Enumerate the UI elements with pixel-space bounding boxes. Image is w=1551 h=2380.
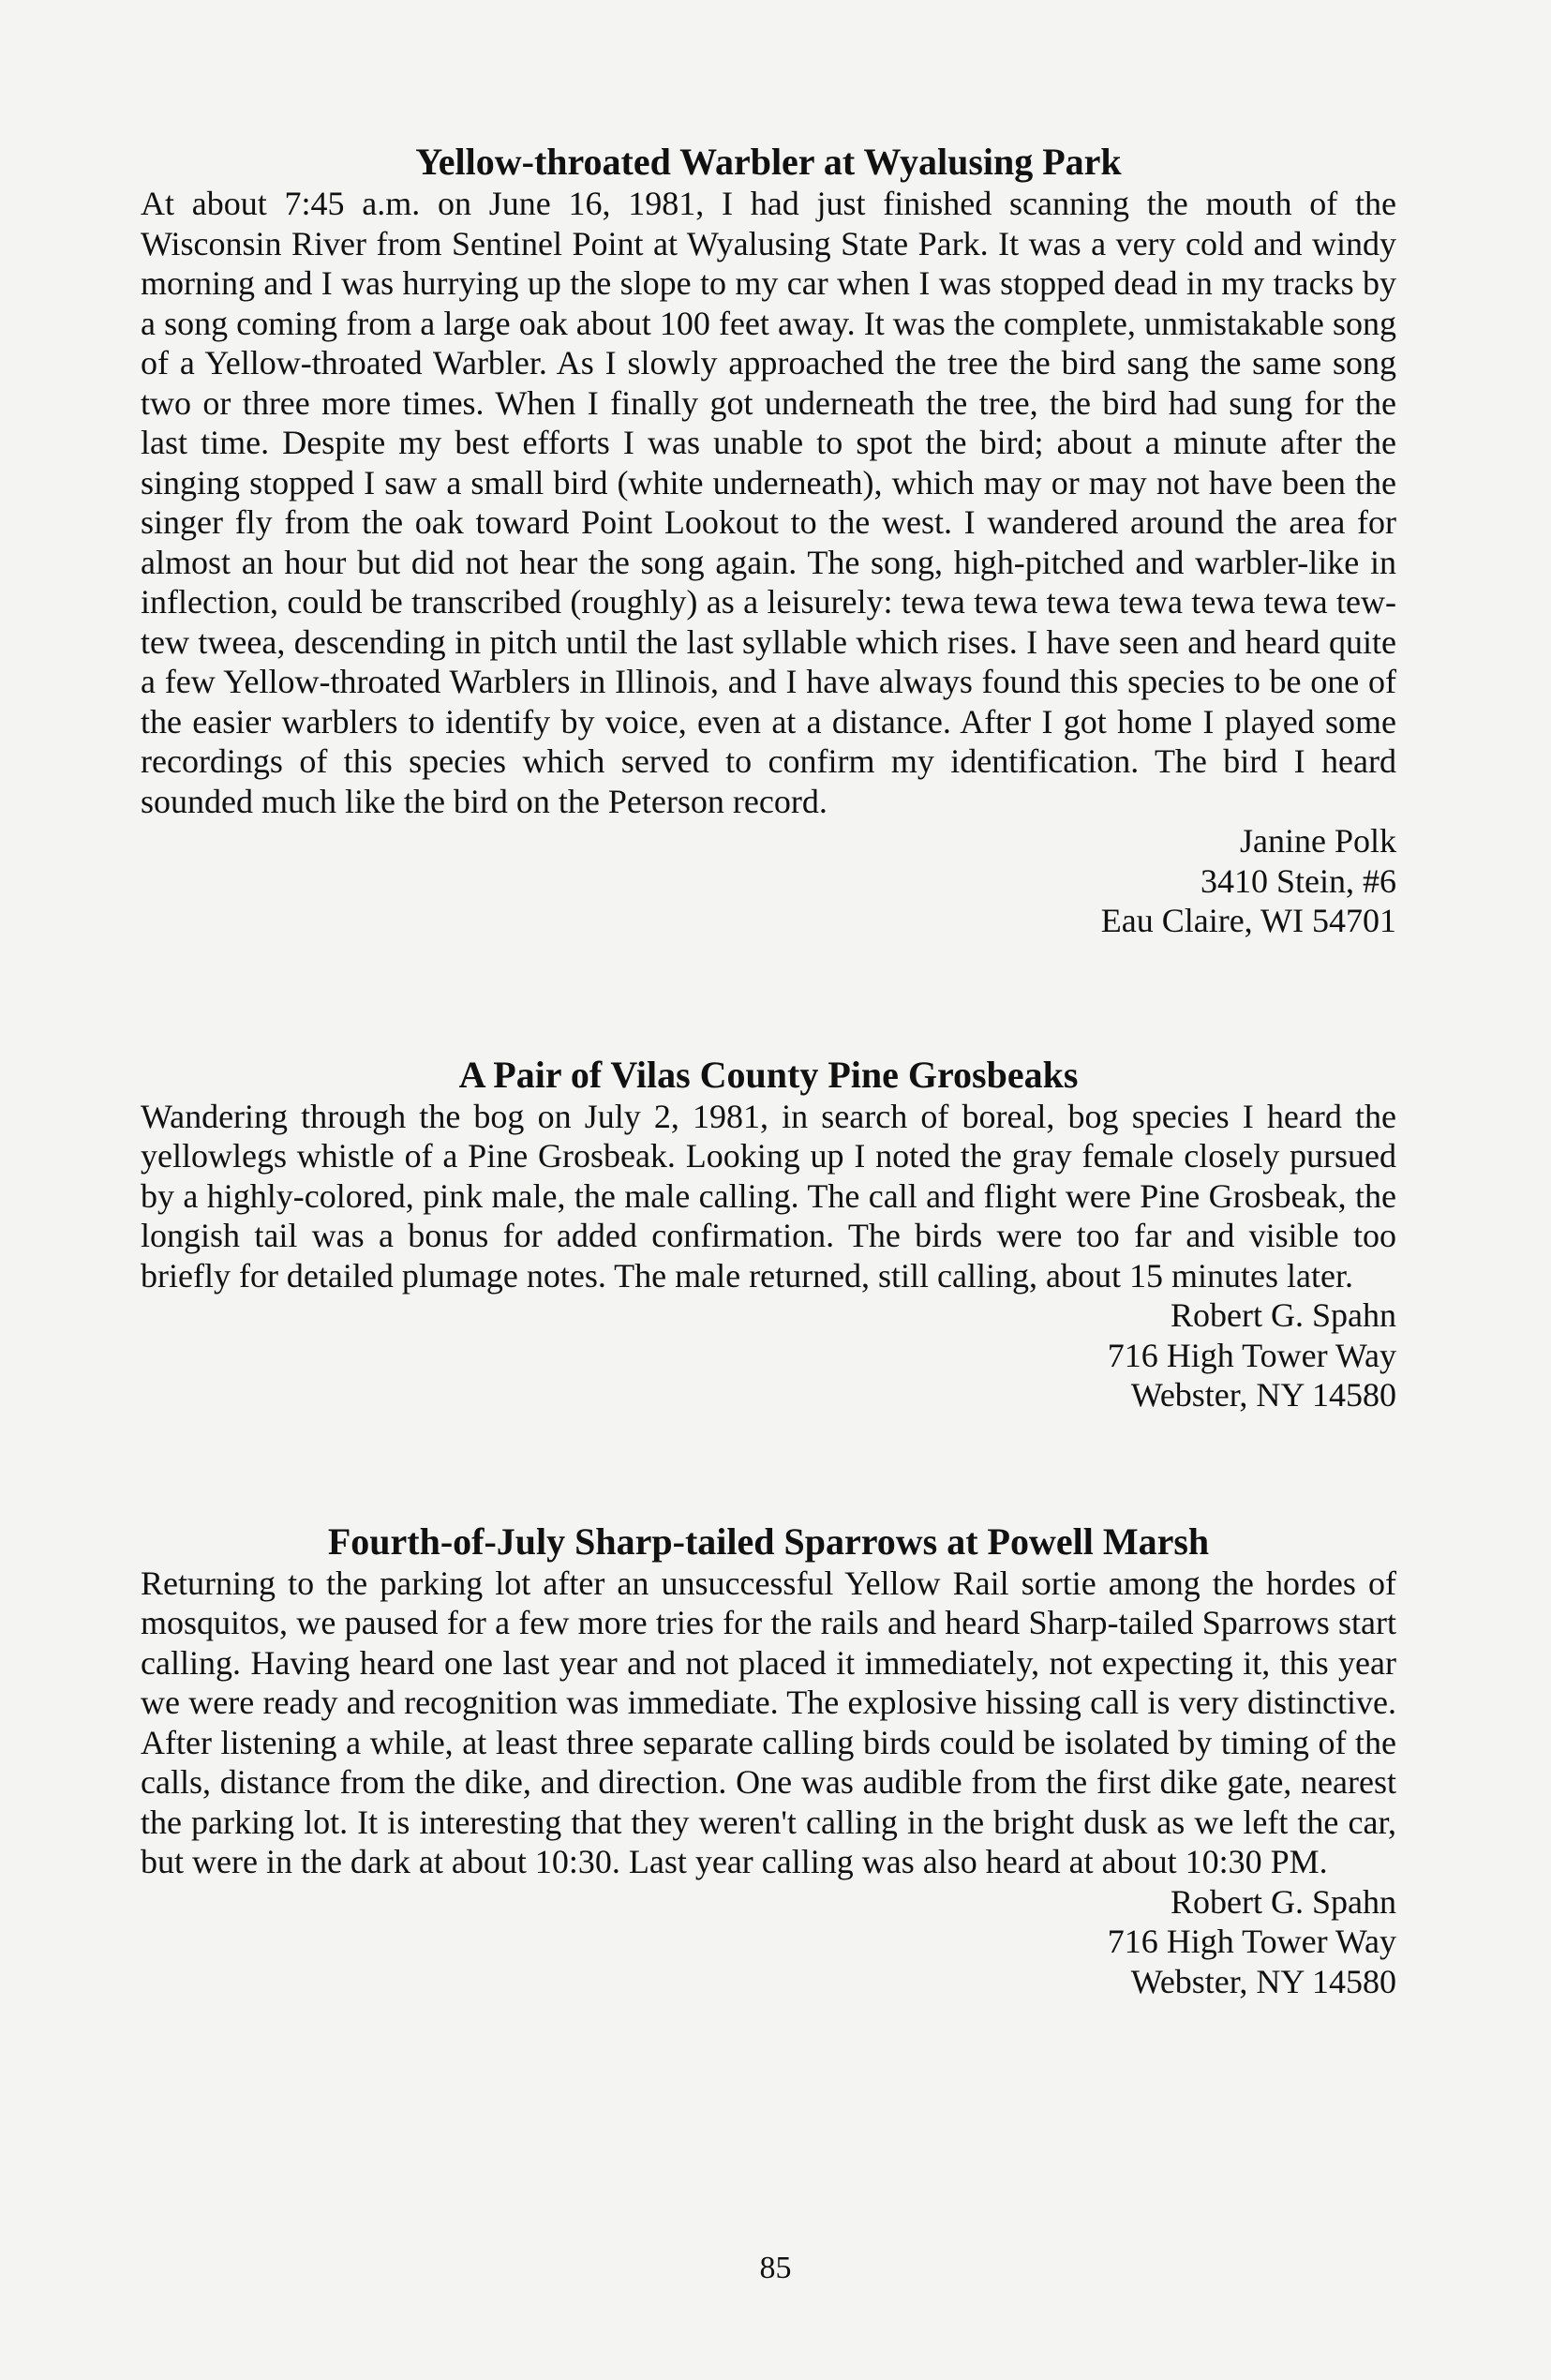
article-body: Returning to the parking lot after an unsuccessful Yellow Rail sortie among the hordes of mosquitos, we paused for a few more tries for the rails and heard Sharp-tailed Sparrows start calling. Having heard one last year and not placed it immediately, not expecting it, this year we were ready and recognition was immediate. The explosive hissing call is very distinctive. After listening a while, at least three separate calling birds could be isolated by timing of the calls, distance from the dike, and direction. One was audible from the first dike gate, nearest the parking lot. It is interesting that they weren't calling in the bright dusk as we left the car, but were in the dark at about 10:30. Last year calling was also heard at about 10:30 PM. [141, 1564, 1396, 1880]
article-body: Wandering through the bog on July 2, 1981, in search of boreal, bog species I heard the yellowlegs whistle of a Pine Grosbeak. Looking up I noted the gray female closely pursued by a highly-colored, pink male, the male calling. The call and flight were Pine Grosbeak, the longish tail was a bonus for added confirmation. The birds were too far and visible too briefly for detailed plumage notes. The male returned, still calling, about 15 minutes later. [141, 1097, 1396, 1295]
article-title: Yellow-throated Warbler at Wyalusing Park [415, 141, 1122, 183]
author-address-line-1: 716 High Tower Way [1107, 1923, 1396, 1960]
page-content [141, 141, 1396, 2001]
author-address-line-1: 3410 Stein, #6 [1200, 861, 1396, 900]
author-address-line-1: 716 High Tower Way [1107, 1336, 1396, 1374]
author-address-line-2: Eau Claire, WI 54701 [1100, 902, 1396, 939]
author-name: Janine Polk [1240, 822, 1396, 860]
article-body: At about 7:45 a.m. on June 16, 1981, I had just finished scanning the mouth of the Wisconsin River from Sentinel Point at Wyalusing State Park. It was a very cold and windy morning and I was hurrying up the slope to my car when I was stopped dead in my tracks by a song coming from a large oak about 100 feet away. It was the complete, unmistakable song of a Yellow-throated Warbler. As I slowly approached the tree the bird sang the same song two or three more times. When I finally got underneath the tree, the bird had sung for the last time. Despite my best efforts I was unable to spot the bird; about a minute after the singing stopped I saw a small bird (white underneath), which may or may not have been the singer fly from the oak toward Point Lookout to the west. I wandered around the area for almost an hour but did not hear the song again. The song, high-pitched and warbler-like in inflection, could be transcribed (roughly) as a leisurely: tewa tewa tewa tewa tewa tewa tew-tew tweea, descending in pitch until the last syllable which rises. I have seen and heard quite a few Yellow-throated Warblers in Illinois, and I have always found this species to be one of the easier warblers to identify by voice, even at a distance. After I got home I played some recordings of this species which served to confirm my identification. The bird I heard sounded much like the bird on the Peterson record. [141, 185, 1396, 820]
article-title: Fourth-of-July Sharp-tailed Sparrows at Powell Marsh [327, 1519, 1210, 1563]
author-signature [141, 821, 1396, 941]
author-name: Robert G. Spahn [1171, 1296, 1396, 1334]
article-pine-grosbeaks [141, 1054, 1396, 1415]
article-sharp-tailed-sparrows [141, 1520, 1396, 2002]
author-address-line-2: Webster, NY 14580 [1130, 1962, 1396, 2000]
author-signature [141, 1882, 1396, 2002]
page-number: 85 [759, 2251, 792, 2285]
article-yellow-throated-warbler [141, 141, 1396, 941]
author-signature [141, 1295, 1396, 1415]
article-title: A Pair of Vilas County Pine Grosbeaks [458, 1053, 1079, 1096]
author-address-line-2: Webster, NY 14580 [1130, 1376, 1396, 1414]
author-name: Robert G. Spahn [1171, 1882, 1396, 1921]
